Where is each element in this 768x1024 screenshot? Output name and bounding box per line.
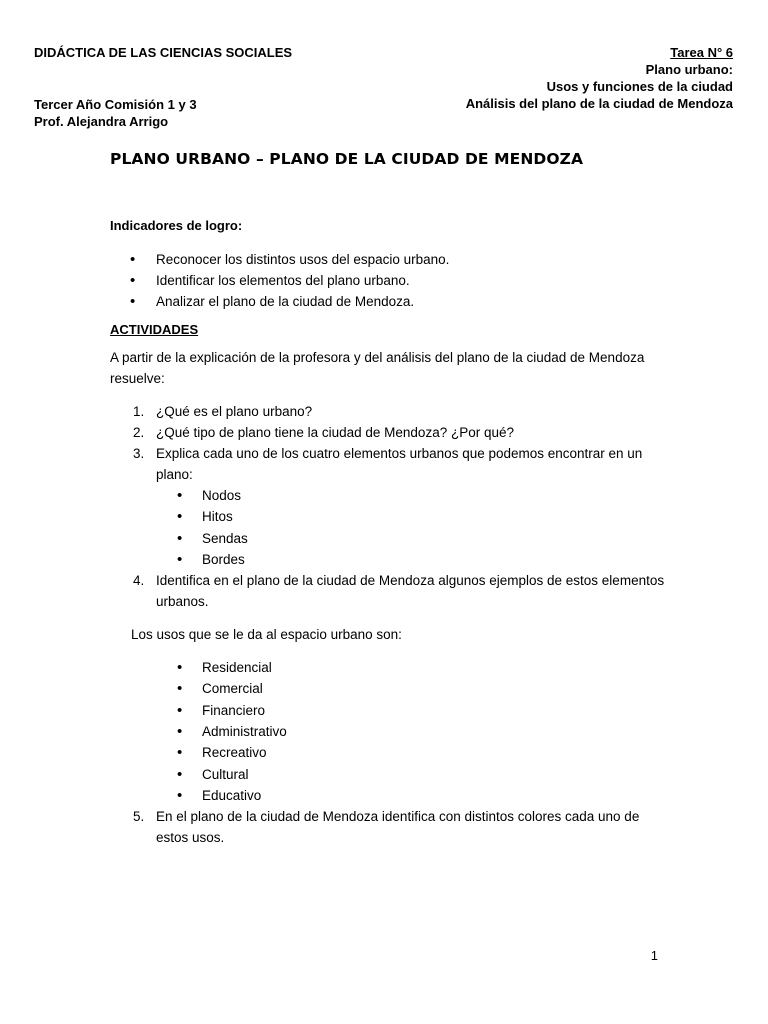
topic-line-2: Usos y funciones de la ciudad xyxy=(546,79,733,94)
header-course-block xyxy=(34,96,197,130)
task-number: Tarea N° 6 xyxy=(670,45,733,60)
uses-intro: Los usos que se le da al espacio urbano son: xyxy=(131,627,402,643)
document-body xyxy=(110,218,670,848)
elements-list xyxy=(110,485,670,570)
questions-list-c xyxy=(110,806,670,848)
question-1: 1. ¿Qué es el plano urbano? xyxy=(133,404,313,419)
question-5: 5. En el plano de la ciudad de Mendoza identifica con distintos colores cada uno de estos usos. xyxy=(133,809,640,846)
question-3: 3. Explica cada uno de los cuatro elementos urbanos que podemos encontrar en un plano: xyxy=(133,446,643,482)
course: Tercer Año Comisión 1 y 3 xyxy=(34,97,197,112)
list-item: • Educativo xyxy=(110,785,670,806)
indicators-list xyxy=(110,249,670,312)
question-4: 4. Identifica en el plano de la ciudad de Mendoza algunos ejemplos de estos elementos urbanos. xyxy=(133,573,665,610)
list-item: • Residencial xyxy=(110,657,670,678)
list-item: • Cultural xyxy=(110,764,670,785)
topic-line-1: Plano urbano: xyxy=(645,62,733,77)
list-item: • Analizar el plano de la ciudad de Mendoza. xyxy=(110,291,670,312)
list-item: • Bordes xyxy=(110,549,670,570)
header-task-block xyxy=(466,44,733,112)
header-subject: DIDÁCTICA DE LAS CIENCIAS SOCIALES xyxy=(34,45,293,60)
question-2: 2. ¿Qué tipo de plano tiene la ciudad de Mendoza? ¿Por qué? xyxy=(133,425,514,440)
topic-line-3: Análisis del plano de la ciudad de Mendoza xyxy=(465,96,733,111)
list-item: • Recreativo xyxy=(110,742,670,763)
questions-list-b xyxy=(110,570,670,612)
list-item: • Administrativo xyxy=(110,721,670,742)
list-item: • Hitos xyxy=(110,506,670,527)
uses-list xyxy=(110,657,670,806)
professor: Prof. Alejandra Arrigo xyxy=(34,114,169,129)
page-title: PLANO URBANO – PLANO DE LA CIUDAD DE MENDOZA xyxy=(110,150,584,168)
list-item: • Identificar los elementos del plano urbano. xyxy=(110,270,670,291)
list-item: • Comercial xyxy=(110,678,670,699)
activities-intro: A partir de la explicación de la profesora y del análisis del plano de la ciudad de Mendoza resuelve: xyxy=(110,350,645,386)
questions-list-a xyxy=(110,401,670,485)
list-item: • Financiero xyxy=(110,700,670,721)
activities-title: ACTIVIDADES xyxy=(110,322,199,337)
indicators-title: Indicadores de logro: xyxy=(110,218,243,233)
list-item: • Nodos xyxy=(110,485,670,506)
list-item: • Sendas xyxy=(110,528,670,549)
page-number: 1 xyxy=(650,948,658,963)
list-item: • Reconocer los distintos usos del espacio urbano. xyxy=(110,249,670,270)
